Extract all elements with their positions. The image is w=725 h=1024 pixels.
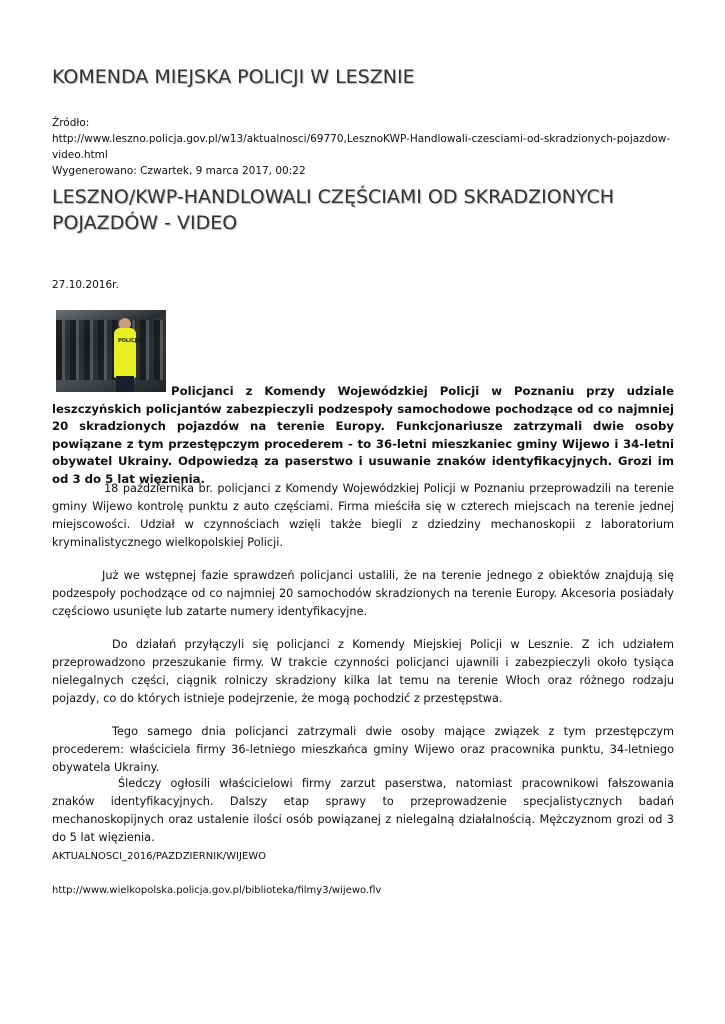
source-label: Źródło: (52, 117, 90, 129)
video-link[interactable]: http://www.wielkopolska.policja.gov.pl/biblioteka/filmy3/wijewo.flv (52, 885, 382, 896)
site-title: KOMENDA MIEJSKA POLICJI W LESZNIE (52, 66, 415, 88)
article-paragraph: Tego samego dnia policjanci zatrzymali dwie osoby mające związek z tym przestępczym procederem: właściciela firmy 36-letniego mieszkańca gminy Wijewo oraz pracownika punktu, 34-letniego obywatela Ukrainy. (52, 725, 674, 774)
police-badge-text: POLICJA (118, 338, 141, 344)
category-path: AKTUALNOSCI_2016/PAZDZIERNIK/WIJEWO (52, 851, 266, 862)
police-photo (56, 310, 166, 392)
source-url[interactable]: http://www.leszno.policja.gov.pl/w13/aktualnosci/69770,LesznoKWP-Handlowali-czesciami-od-skradzionych-pojazdow-video.html (52, 133, 671, 161)
article-paragraph: Już we wstępnej fazie sprawdzeń policjanci ustalili, że na terenie jednego z obiektów znajdują się podzespoły pochodzące od co najmniej 20 samochodów skradzionych na terenie Europy. Akcesoria posiadały częściowo usunięte lub zatarte numery identyfikacyjne. (52, 569, 674, 618)
generated-date: Wygenerowano: Czwartek, 9 marca 2017, 00:22 (52, 165, 306, 177)
article-lead: Policjanci z Komendy Wojewódzkiej Policji w Poznaniu przy udziale leszczyńskich policjantów zabezpieczyli podzespoły samochodowe pochodzące od co najmniej 20 skradzionych pojazdów na terenie Europy. Funkcjonariusze zatrzymali dwie osoby powiązane z tym przestępczym procederem - to 36-letni mieszkaniec gminy Wijewo i 34-letni obywatel Ukrainy. Odpowiedzą za paserstwo i usuwanie znaków identyfikacyjnych. Grozi im od 3 do 5 lat więzienia. (52, 384, 674, 486)
article-title: LESZNO/KWP-HANDLOWALI CZĘŚCIAMI OD SKRADZIONYCH POJAZDÓW - VIDEO (52, 186, 615, 234)
article-paragraph: Śledczy ogłosili właścicielowi firmy zarzut paserstwa, natomiast pracownikowi fałszowania znaków identyfikacyjnych. Dalszy etap sprawy to przeprowadzenie specjalistycznych badań mechanoskopijnych oraz ustalenie ilości osób powiązanej z nielegalną działalnością. Mężczyznom grozi od 3 do 5 lat więzienia. (52, 777, 674, 844)
article-paragraph: 18 października br. policjanci z Komendy Wojewódzkiej Policji w Poznaniu przeprowadzili na terenie gminy Wijewo kontrolę punktu z auto częściami. Firma mieściła się w czterech miejscach na terenie jednej miejscowości. Udział w czynnościach wzięli także biegli z dziedziny mechanoskopii z laboratorium kryminalistycznego wielkopolskiej Policji. (52, 482, 674, 549)
article-paragraph: Do działań przyłączyli się policjanci z Komendy Miejskiej Policji w Lesznie. Z ich udziałem przeprowadzono przeszukanie firmy. W trakcie czynności policjanci ujawnili i zabezpieczyli około tysiąca nielegalnych części, ciągnik rolniczy skradziony kilka lat temu na terenie Włoch oraz różnego rodzaju pojazdy, co do których istnieje podejrzenie, że mogą pochodzić z przestępstwa. (52, 638, 674, 705)
article-date: 27.10.2016r. (52, 279, 119, 291)
parts-rack (56, 320, 166, 380)
source-meta (52, 115, 674, 179)
officer-vest (114, 328, 136, 378)
